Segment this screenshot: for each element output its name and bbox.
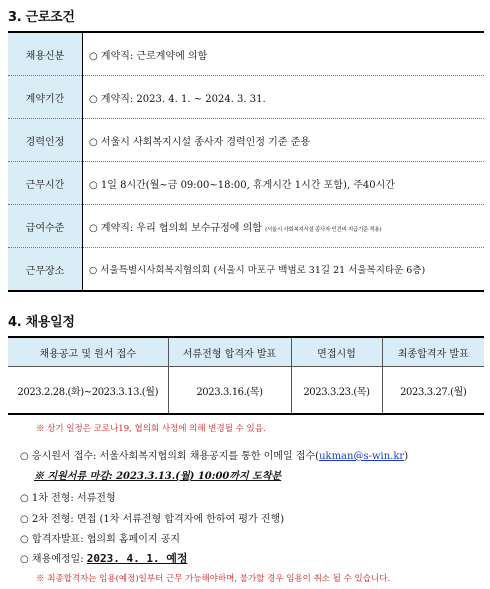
table-row [8,76,484,119]
row-label: 근무시간 [8,162,83,205]
column-header: 최종합격자 발표 [382,337,484,367]
working-conditions-table [8,31,484,292]
table-header-row [8,337,484,367]
table-row [8,248,484,292]
application-info [20,447,408,462]
row-value: ○ 서울시 사회복지시설 종사자 경력인정 기준 준용 [83,119,485,162]
announcement: ○ 합격자발표: 협의회 홈페이지 공지 [20,534,181,545]
column-header: 서류전형 합격자 발표 [168,337,291,367]
schedule-table [8,336,484,415]
row-value: ○ 계약직: 근로계약에 의함 [89,50,208,62]
row-label: 경력인정 [8,119,83,162]
row-value [83,205,485,248]
first-stage: ○ 1차 전형: 서류전형 [20,493,116,504]
schedule-change-note: ※ 상기 일정은 코로나19, 협의회 사정에 의해 변경될 수 있음. [36,424,266,434]
row-label: 근무장소 [8,248,83,292]
row-label: 채용신분 [8,32,83,76]
section-4-title: 4. 채용일정 [8,315,75,330]
application-text: ○ 응시원서 접수: 서울사회복지협의회 채용공지를 통한 이메일 접수( [20,451,320,462]
schedule-cell: 2023.3.23.(목) [291,367,382,415]
schedule-cell: 2023.3.27.(월) [400,386,467,398]
second-stage: ○ 2차 전형: 면접 (1차 서류전형 합격자에 한하여 평가 진행) [20,514,285,525]
salary-note: (서울시 사회복지시설 종사자 인건비 지급기준 적용) [265,226,382,233]
column-header: 채용공고 및 원서 접수 [8,337,168,367]
row-label: 계약기간 [8,76,83,119]
table-row [8,119,484,162]
deadline-note: ※ 지원서류 마감: 2023.3.13.(월) 10:00까지 도착분 [34,471,282,482]
column-header: 면접시험 [291,337,382,367]
table-row [8,205,484,248]
email-link[interactable]: ukman@s-win.kr [319,451,405,462]
schedule-cell: 2023.2.28.(화)~2023.3.13.(월) [8,367,168,415]
row-value: ○ 1일 8시간(월~금 09:00~18:00, 휴게시간 1시간 포함), 주40시간 [83,162,485,205]
table-row [8,32,484,76]
row-value: ○ 서울특별시사회복지협의회 (서울시 마포구 백범로 31길 21 서울복지타운 6층) [83,248,485,292]
start-date-label: ○ 채용예정일: [20,554,87,565]
start-date-line [20,550,188,566]
row-value: ○ 계약직: 2023. 4. 1. ~ 2024. 3. 31. [83,76,485,119]
row-label: 급여수준 [8,205,83,248]
final-hire-note: ※ 최종합격자는 임용(예정)일부터 근무 가능해야하며, 불가할 경우 임용이 취소 될 수 있습니다. [36,574,391,584]
start-date-value: 2023. 4. 1. 예정 [86,552,188,565]
application-suffix: ) [404,451,409,462]
schedule-cell: 2023.3.16.(목) [168,367,291,415]
section-3-title: 3. 근로조건 [8,10,75,25]
salary-value: ○ 계약직: 우리 협의회 보수규정에 의함 [89,222,262,234]
table-row [8,367,484,415]
table-row [8,162,484,205]
